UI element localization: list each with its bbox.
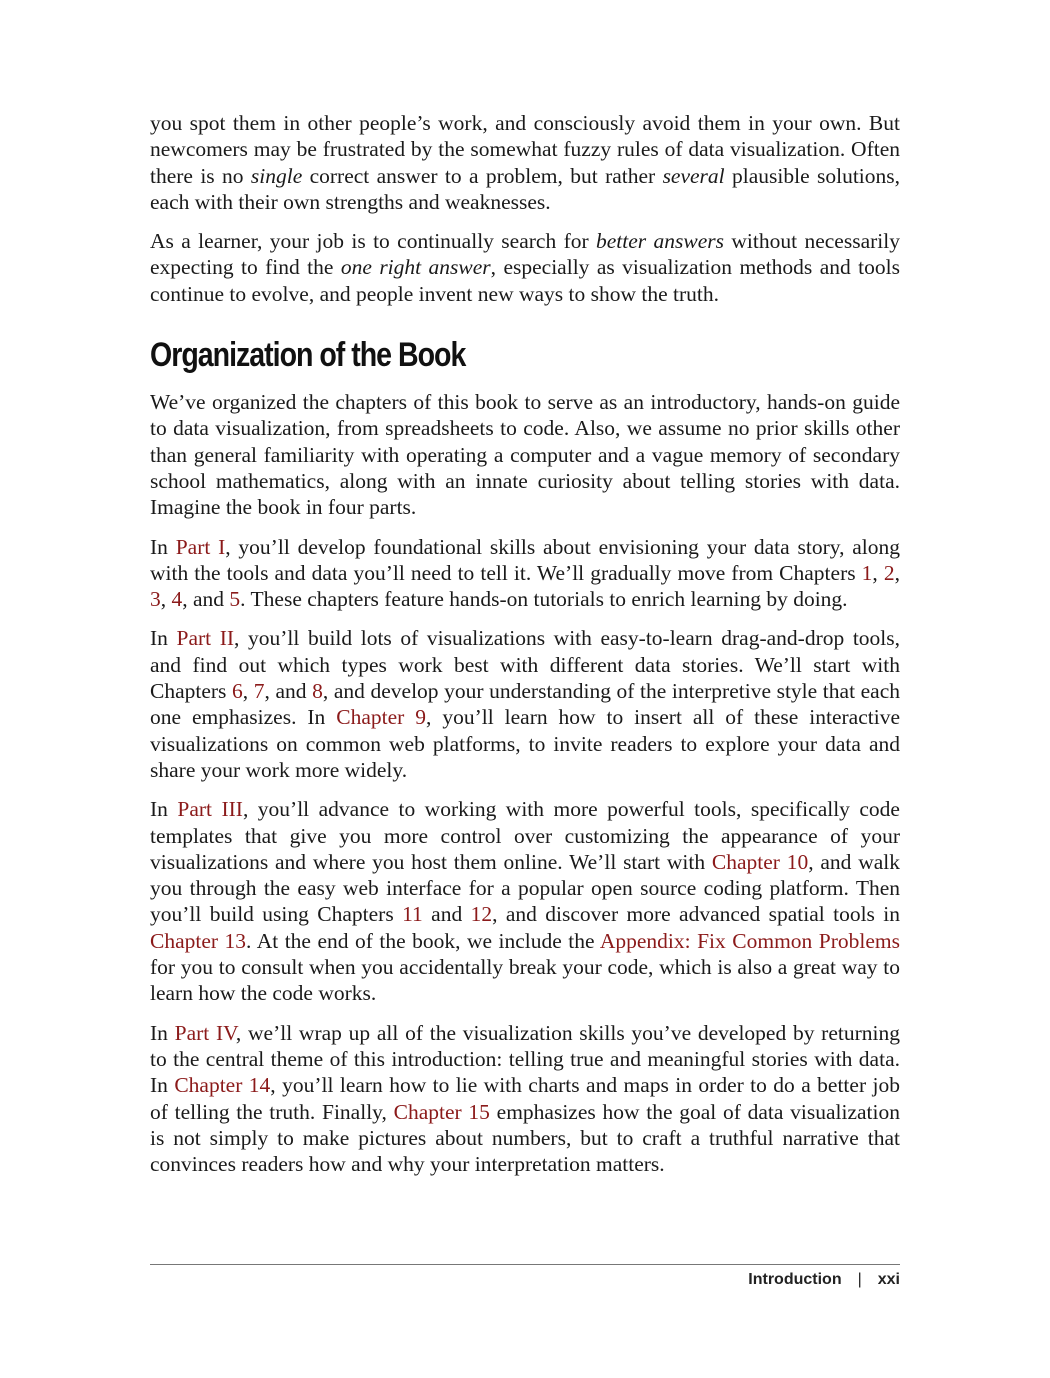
text: In [150,797,178,822]
text: , you’ll learn how to lie with charts and maps in order to do a better job of telling the truth. Finally, [150,1073,900,1124]
page-body [150,110,900,1190]
text: In [150,1020,175,1045]
link-chapter-9[interactable]: Chapter 9 [336,705,427,730]
link-part-1[interactable]: Part I [175,534,226,559]
text: In [150,534,176,559]
section-heading: Organization of the Book [150,336,466,375]
link-chapter-15[interactable]: Chapter 15 [393,1099,490,1124]
link-chapter-1[interactable]: 1 [861,560,873,585]
text: , [160,587,172,612]
text: , you’ll advance to working with more powerful tools, specifically code templates that give you more control over customizing the appearance of your visualizations and where you host them online. We’ll start with [150,797,900,874]
link-chapter-5[interactable]: 5 [229,587,241,612]
emphasis-better-answers: better answers [596,229,725,254]
link-chapter-10[interactable]: Chapter 10 [711,849,809,874]
link-chapter-2[interactable]: 2 [883,560,895,585]
emphasis-single: single [250,163,303,188]
text: , we’ll wrap up all of the visualization skills you’ve developed by returning to the central theme of this introduction: telling true and meaningful stories with data. In [150,1020,900,1098]
link-chapter-4[interactable]: 4 [171,587,183,612]
text: , and [264,679,313,704]
text: . These chapters feature hands-on tutorials to enrich learning by doing. [240,587,848,612]
paragraph-part-4 [150,1020,900,1178]
link-chapter-12[interactable]: 12 [470,902,493,927]
text: In [150,626,177,651]
text: and [422,902,471,927]
text: . At the end of the book, we include the [246,928,600,953]
link-chapter-11[interactable]: 11 [402,902,423,927]
link-appendix[interactable]: Appendix: Fix Common Problems [599,928,900,953]
text: , and develop your understanding of the interpretive style that each one emphasizes. In [150,679,901,730]
paragraph-part-2 [150,625,900,783]
text: , [894,560,900,585]
text: , [872,560,884,585]
footer-page-number: xxi [877,1271,900,1288]
text: , you’ll develop foundational skills about envisioning your data story, along with the tools and data you’ll need to tell it. We’ll gradually move from Chapters [150,534,900,585]
text: , and [182,587,230,612]
page-footer [150,1271,900,1289]
footer-section-title: Introduction [748,1271,842,1288]
text: , [242,679,254,704]
text: you spot them in other people’s work, and consciously avoid them in your own. But newcomers may be frustrated by the somewhat fuzzy rules of data visualization. Often there is no [150,111,900,188]
emphasis-one-right-answer: one right answer [340,255,491,280]
text: , you’ll learn how to insert all of these interactive visualizations on common web platforms, to invite readers to explore your data and share your work more widely. [150,705,901,782]
paragraph-part-3 [150,796,900,1006]
link-chapter-3[interactable]: 3 [150,587,161,612]
emphasis-several: several [662,163,725,188]
paragraph-organization: We’ve organized the chapters of this book to serve as an introductory, hands-on guide to data visualization, from spreadsheets to code. Also, we assume no prior skills other than general familiarity with operating a computer and a vague memory of secondary school mathematics, along with an innate curiosity about telling stories with data. Imagine the book in four parts. [150,390,900,520]
link-chapter-6[interactable]: 6 [232,679,243,704]
text: , and discover more advanced spatial tools in [492,902,901,927]
paragraph-learner [150,228,900,307]
footer-separator: | [857,1271,862,1288]
link-part-2[interactable]: Part II [176,626,235,651]
link-chapter-14[interactable]: Chapter 14 [174,1073,271,1098]
text: without necessarily expecting to find the [150,229,900,280]
footer-divider [150,1264,900,1265]
link-chapter-13[interactable]: Chapter 13 [150,928,247,953]
link-part-3[interactable]: Part III [177,797,243,822]
paragraph-intro-continued [150,110,900,215]
text: correct answer to a problem, but rather [302,163,663,188]
text: , especially as visualization methods and tools continue to evolve, and people invent new ways to show the truth. [150,255,900,306]
text: , you’ll build lots of visualizations with easy-to-learn drag-and-drop tools, and find out which types work best with different data stories. We’ll start with Chapters [150,626,901,704]
link-chapter-7[interactable]: 7 [253,679,265,704]
text: plausible solutions, each with their own strengths and weaknesses. [150,163,901,214]
link-part-4[interactable]: Part IV [174,1020,236,1045]
text: , and walk you through the easy web interface for a popular open source coding platform. Then you’ll build using Chapters [150,849,900,927]
link-chapter-8[interactable]: 8 [312,679,323,704]
text: emphasizes how the goal of data visualization is not simply to make pictures about numbers, but to craft a truthful narrative that convinces readers how and why your interpretation matters. [150,1099,900,1177]
paragraph-part-1 [150,534,900,613]
text: for you to consult when you accidentally break your code, which is also a great way to learn how the code works. [150,955,900,1006]
text: As a learner, your job is to continually search for [150,229,597,254]
